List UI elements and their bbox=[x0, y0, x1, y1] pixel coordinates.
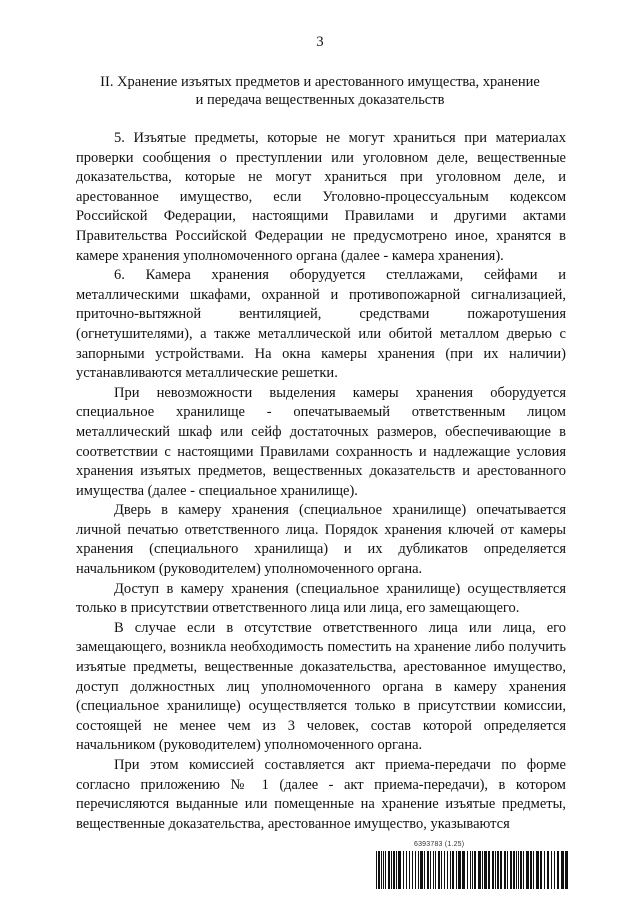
paragraph-text: Камера хранения оборудуется стеллажами, сейфами и металлическими шкафами, охранной и противопожарной сигнализацией, приточно-вытяжной вентиляцией, средствами пожаротушения (огнетушителями), а также металлической или обитой металлом дверью с запорными устройствами. На окна камеры хранения (при их наличии) устанавливаются металлические решетки. bbox=[76, 267, 567, 382]
barcode-icon bbox=[376, 851, 571, 889]
paragraph: При невозможности выделения камеры хранения оборудуется специальное хранилище - опечатываемый ответственным лицом металлический шкаф или сейф достаточных размеров, обеспечивающие в соответствии с настоящими Правилами сохранность и надлежащие условия хранения изъятых предметов, вещественных доказательств и арестованного имущества (далее - специальное хранилище). bbox=[76, 384, 566, 499]
page-number: 3 bbox=[316, 34, 324, 50]
paragraph-number: 6. bbox=[114, 267, 125, 284]
paragraph-5 bbox=[76, 129, 566, 266]
section-heading: II. Хранение изъятых предметов и арестованного имущества, хранение и передача вещественных доказательств bbox=[100, 74, 540, 108]
paragraph: Доступ в камеру хранения (специальное хранилище) осуществляется только в присутствии ответственного лица или лица, его замещающего. bbox=[76, 580, 566, 617]
barcode-code: 6393783 (1.25) bbox=[414, 841, 465, 848]
paragraph-number: 5. bbox=[114, 130, 125, 146]
document-barcode bbox=[376, 841, 571, 891]
paragraph-text: Изъятые предметы, которые не могут храниться при материалах проверки сообщения о преступлении или уголовном деле, вещественные доказательства, которые не могут храниться при уголовном деле, и арестованное имущество, если Уголовно-процессуальным кодексом Российской Федерации, настоящими Правилами и другими актами Правительства Российской Федерации не предусмотрено иное, хранятся в камере хранения уполномоченного органа (далее - камера хранения). bbox=[76, 130, 566, 264]
paragraph: При этом комиссией составляется акт приема-передачи по форме согласно приложению № 1 (далее - акт приема-передачи), в котором перечисляются выданные или помещенные на хранение изъятые предметы, вещественные доказательства, арестованное имущество, указываются bbox=[76, 757, 566, 832]
paragraph: В случае если в отсутствие ответственного лица или лица, его замещающего, возникла необходимость поместить на хранение либо получить изъятые предметы, вещественные доказательства, арестованное имущество, доступ должностных лиц уполномоченного органа в камеру хранения (специальное хранилище) осуществляется только в присутствии комиссии, состоящей не менее чем из 3 человек, состав которой определяется начальником (руководителем) уполномоченного органа. bbox=[76, 619, 566, 754]
paragraph: Дверь в камеру хранения (специальное хранилище) опечатывается личной печатью ответственного лица. Порядок хранения ключей от камеры хранения (специального хранилища) и их дубликатов определяется начальником (руководителем) уполномоченного органа. bbox=[76, 502, 566, 578]
document-body bbox=[76, 129, 566, 834]
paragraph-6 bbox=[76, 266, 566, 384]
